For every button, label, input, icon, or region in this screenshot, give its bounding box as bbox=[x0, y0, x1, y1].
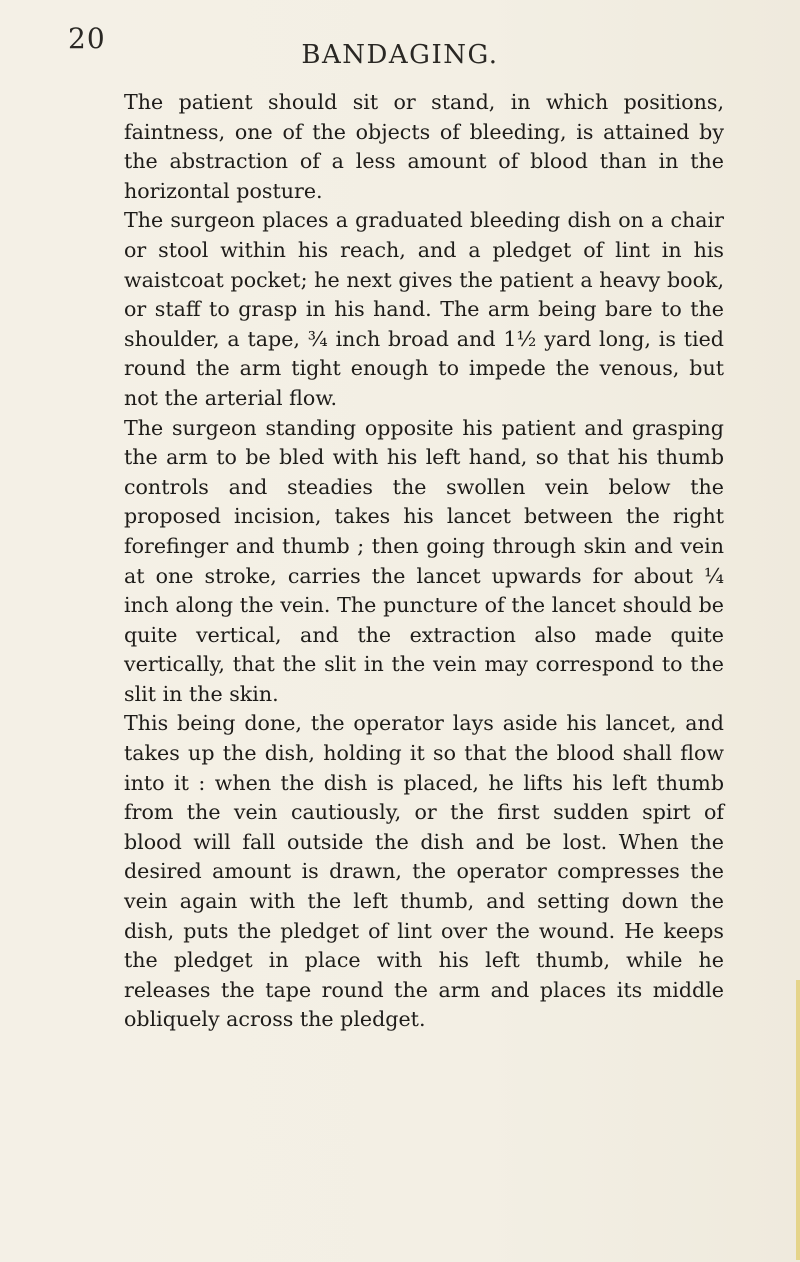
page-number: 20 bbox=[68, 22, 106, 55]
body-text bbox=[124, 88, 724, 1035]
running-title: BANDAGING. bbox=[301, 40, 499, 70]
page-edge-stain bbox=[796, 980, 800, 1260]
paragraph-3: The surgeon standing opposite his patient and grasping the arm to be bled with his left hand, so that his thumb controls and steadies the swollen vein below the proposed incision, takes his lancet between the right forefinger and thumb ; then going through skin and vein at one stroke, carries the lancet upwards for about ¼ inch along the vein. The puncture of the lancet should be quite vertical, and the extraction also made quite vertically, that the slit in the vein may correspond to the slit in the skin. bbox=[124, 415, 724, 706]
paragraph-2: The surgeon places a graduated bleeding dish on a chair or stool within his reach, and a pledget of lint in his waistcoat pocket; he next gives the patient a heavy book, or staff to grasp in his hand. The arm being bare to the shoulder, a tape, ¾ inch broad and 1½ yard long, is tied round the arm tight enough to impede the venous, but not the arterial flow. bbox=[124, 208, 724, 410]
paragraph-4: This being done, the operator lays aside his lancet, and takes up the dish, holding it so that the blood shall flow into it : when the dish is placed, he lifts his left thumb from the vein cautiously, or the first sudden spirt of blood will fall outside the dish and be lost. When the desired amount is drawn, the operator compresses the vein again with the left thumb, and setting down the dish, puts the pledget of lint over the wound. He keeps the pledget in place with his left thumb, while he releases the tape round the arm and places its middle obliquely across the pledget. bbox=[124, 711, 724, 1032]
paragraph-1: The patient should sit or stand, in which positions, faintness, one of the objects of bleeding, is attained by the abstraction of a less amount of blood than in the horizontal posture. bbox=[124, 90, 724, 203]
